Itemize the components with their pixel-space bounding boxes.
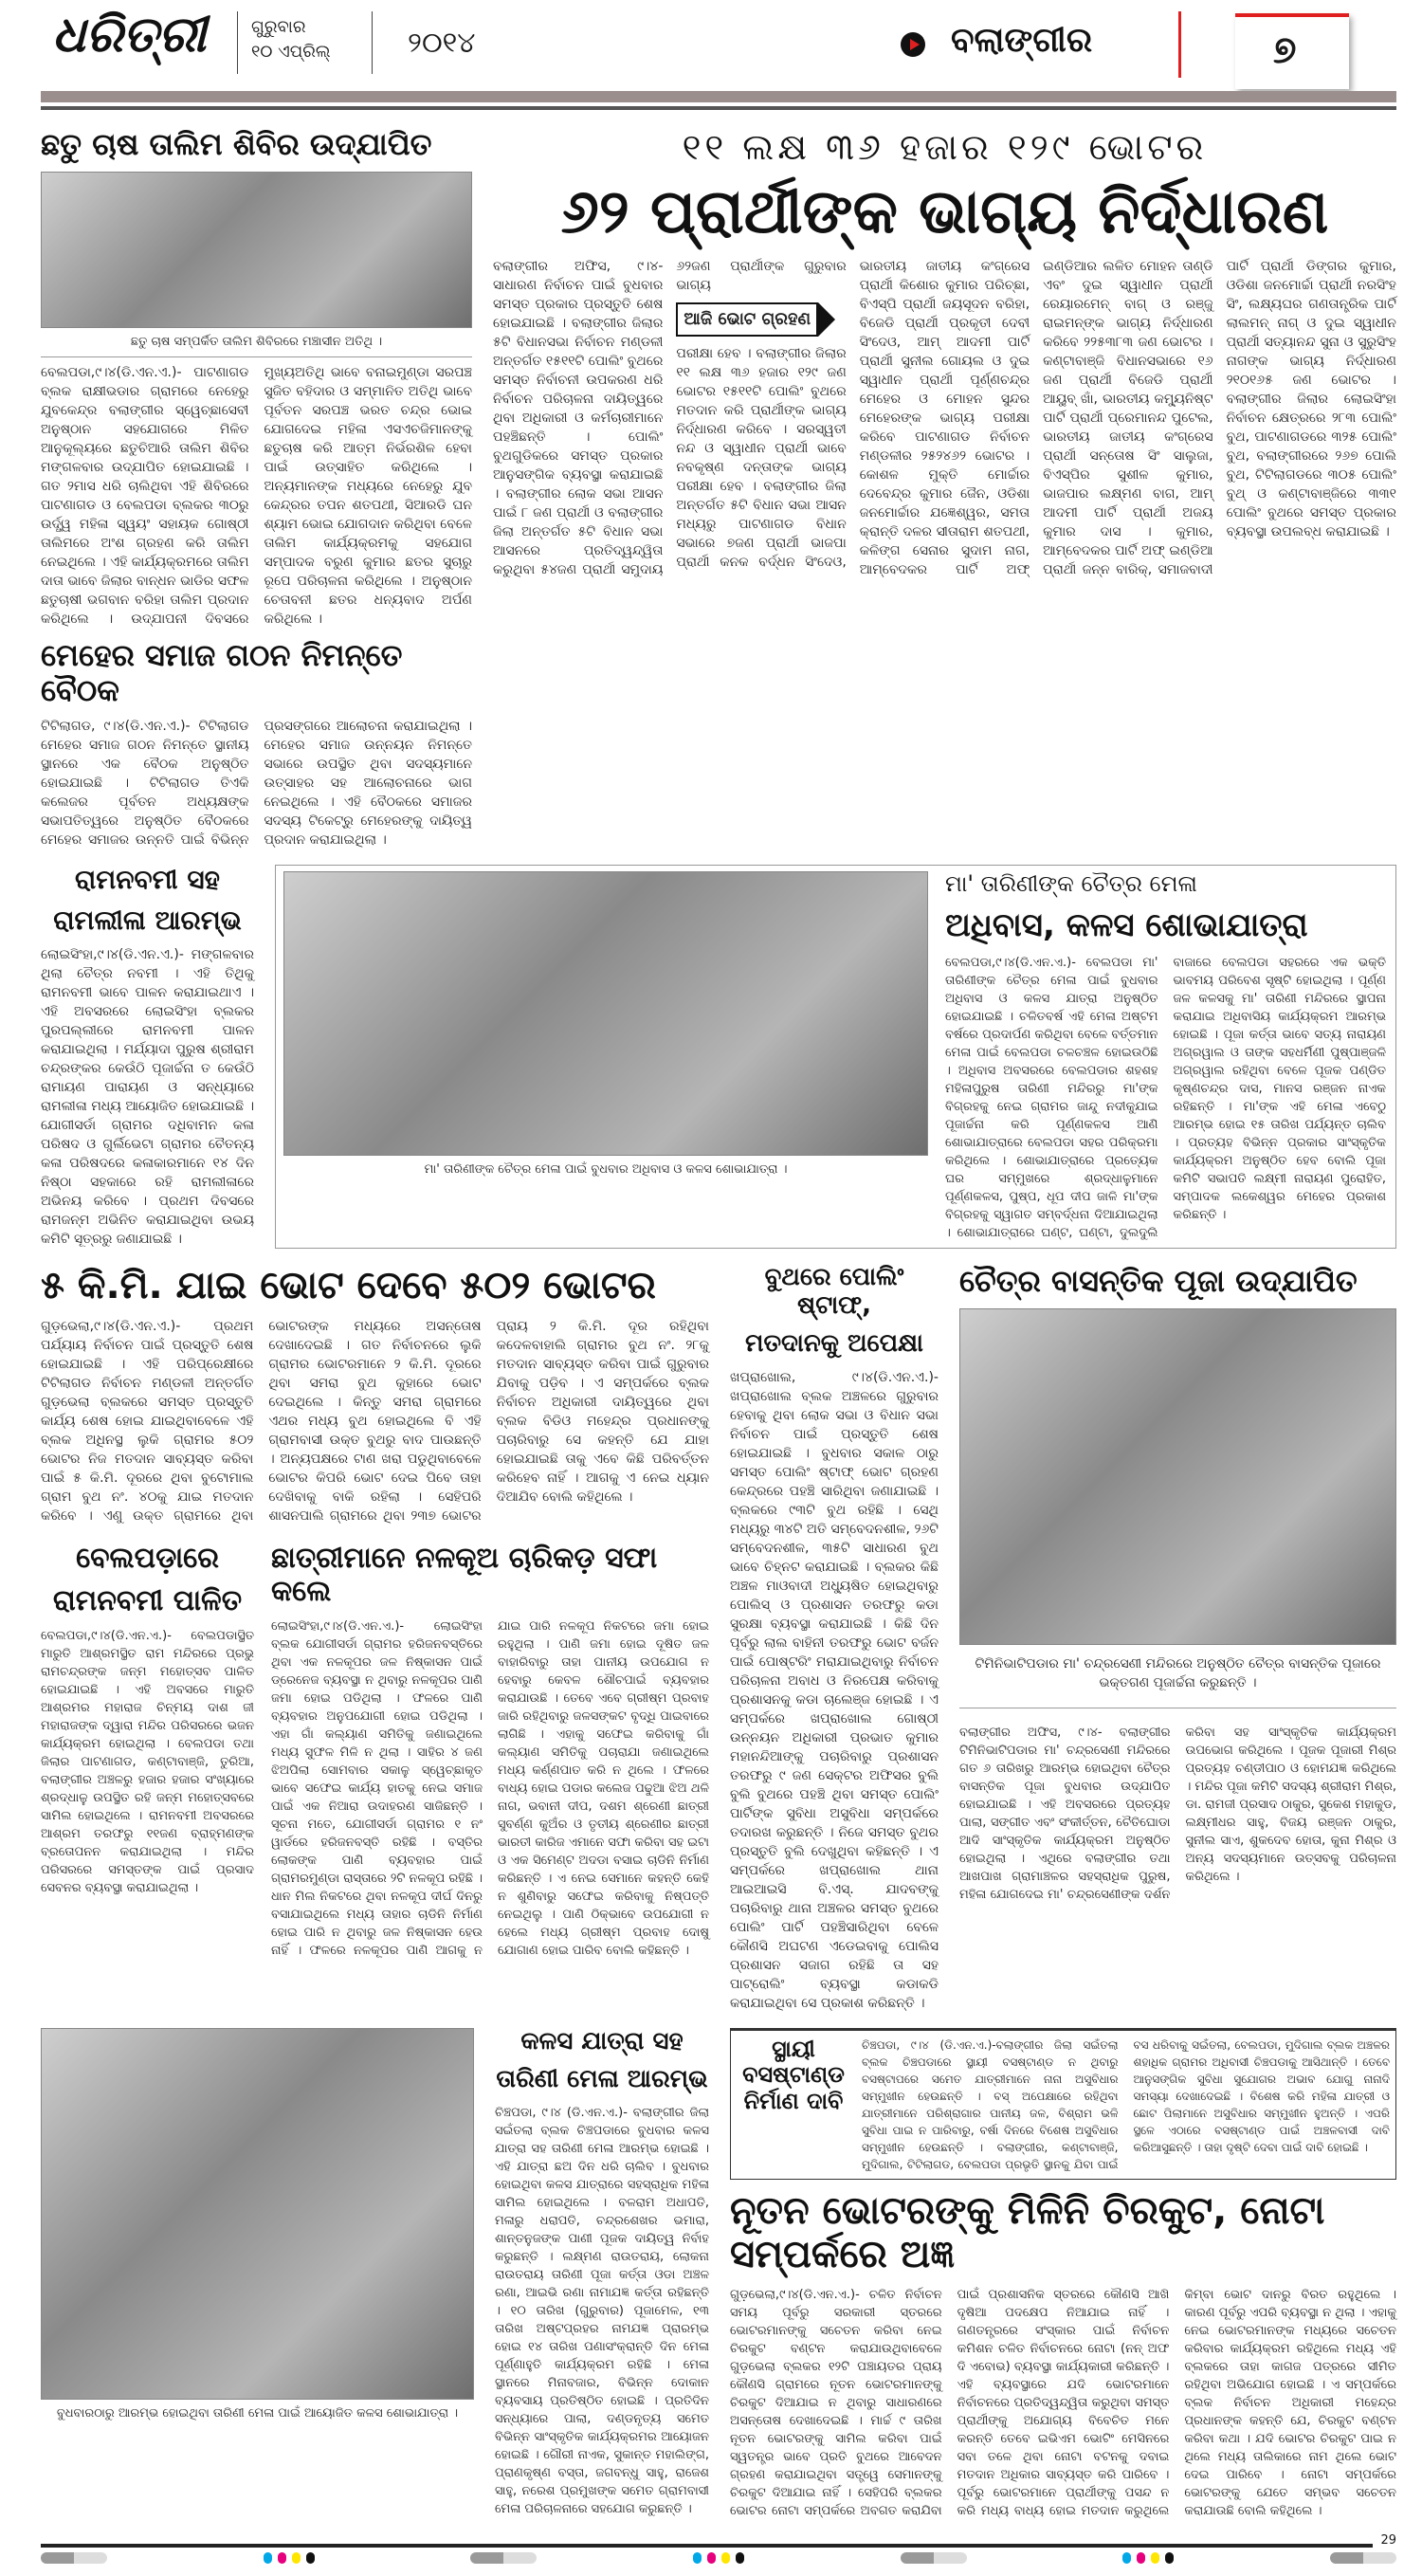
masthead-rule [41, 106, 1396, 110]
headline-5km: ୫ କି.ମି. ଯାଇ ଭୋଟ ଦେବେ ୫୦୨ ଭୋଟର [41, 1264, 656, 1308]
registration-marks [41, 2551, 1396, 2565]
headline-chaitra: ଚୈତ୍ର ବାସନ୍ତିକ ପୂଜା ଉଦ୍‌ଯାପିତ [959, 1263, 1358, 1300]
headline-busstand-1: ସ୍ଥାୟୀ [772, 2035, 815, 2062]
gray-swatch [1330, 2552, 1396, 2564]
headline-busstand-3: ନିର୍ମାଣ ଦାବି [743, 2087, 844, 2114]
cmyk-dots [1122, 2552, 1174, 2564]
caption-kalasa: ବୁଧବାରଠାରୁ ଆରମ୍ଭ ହୋଇଥିବା ତାରିଣୀ ମେଳା ପାଇଁ ଆୟୋଜିତ କଳସ ଶୋଭାଯାତ୍ରା । [56, 2405, 459, 2421]
headline-chhatu: ଛତୁ ଚାଷ ତାଲିମ ଶିବିର ଉଦ୍‌ଯାପିତ [41, 126, 432, 162]
date-divider [372, 11, 373, 74]
edition-name: ବଲାଙ୍ଗୀର [951, 21, 1093, 60]
callout-text: ଆଜି ଭୋଟ ଗ୍ରହଣ [676, 302, 818, 337]
body-tarini: ବେଲପଡା,୯।୪(ଡି.ଏନ.ଏ.)- ବେଲପଡା ମା' ତାରିଣୀଙ୍କ ଚୈତ୍ର ମେଳା ପାଇଁ ବୁଧବାର ଅଧିବାସ ଓ କଳସ ଯାତ୍ରା ଅନୁଷ୍ଠିତ ହୋଇଯାଇଛି । ଚଳିତବର୍ଷ ଏହି ମେଳା ଅଷ୍ଟମ ବର୍ଷରେ ପ୍ରଦାର୍ପଣ କରିଥିବା ବେଳେ ବର୍ତ୍ତମାନ ମେଳା ପାଇଁ ବେଲପଡା ଚଳଚଞ୍ଚଳ ହୋଇଉଠିଛି । ଅଧିବାସ ଅବସରରେ ବେଲପଡାର ଶହଶହ ମହିଳାପୁରୁଷ ତାରିଣୀ ମନ୍ଦିରରୁ ମା'ଙ୍କ ବିଗ୍ରହକୁ ନେଇ ଗ୍ରାମର ଜାନ୍ଦୁ ନଦୀକୁଯାଇ ପୂଜାର୍ଚ୍ଚନା କରି ପୂର୍ଣ୍ଣକଳସ ଆଣି ଶୋଭାଯାତ୍ରାରେ ବେଲପଡା ସହର ପରିକ୍ରମା କରିଥିଲେ । ଶୋଭାଯାତ୍ରାରେ ପ୍ରତ୍ୟେକ ଘର ସମ୍ମୁଖରେ ଶ୍ରଦ୍ଧାଳୁମାନେ ପୂର୍ଣ୍ଣକଳସ, ପୁଷ୍ପ, ଧୂପ ଦୀପ ଜାଳି ମା'ଙ୍କ ବିଗ୍ରହକୁ ସ୍ୱାଗତ ସମ୍ବର୍ଦ୍ଧନା ଦିଆଯାଇଥିଲା । ଶୋଭାଯାତ୍ରାରେ ଘଣ୍ଟ, ଘଣ୍ଟା, ଦୁଲଦୁଲି ବାଜାରେ ବେଲପଡା ସହରରେ ଏକ ଭକ୍ତି ଭାବମୟ ପରିବେଶ ସୃଷ୍ଟି ହୋଇଥିଲା । ପୂର୍ଣ୍ଣ ଜଳ କଳସକୁ ମା' ତାରିଣୀ ମନ୍ଦିରରେ ସ୍ଥାପନା କରାଯାଇ ଅଧିବାସିୟ କାର୍ଯ୍ୟକ୍ରମ ଆରମ୍ଭ ହୋଇଛି । ପୂଜା କର୍ତ୍ତା ଭାବେ ସତ୍ୟ ନାରାୟଣ ଅଗ୍ରୱାଲ ଓ ତାଙ୍କ ସହଧର୍ମିଣୀ ପୁଷ୍ପାଞ୍ଜଳି ଅଗ୍ରୱାଲ ରହିଥିବା ବେଳେ ପୂଜକ ପଣ୍ଡିତ କୃଷ୍ଣଚନ୍ଦ୍ର ଦାସ, ମାନସ ରଞ୍ଜନ ନାଏକ ରହିଛନ୍ତି । ମା'ଙ୍କ ଏହି ମେଳା ଏବେଠୁ ଆରମ୍ଭ ହୋଇ ୧୫ ତାରିଖ ପର୍ଯ୍ୟନ୍ତ ଚାଲିବ । ପ୍ରତ୍ୟହ ବିଭିନ୍ନ ପ୍ରକାର ସାଂସ୍କୃତିକ କାର୍ଯ୍ୟକ୍ରମ ଅନୁଷ୍ଠିତ ହେବ ବୋଲି ପୂଜା କମିଟି ସଭାପତି ଲକ୍ଷ୍ମୀ ନାରାୟଣ ପୁରୋହିତ, ସମ୍ପାଦକ ଲକେଶ୍ୱର ମେହେର ପ୍ରକାଶ କରିଛନ୍ତି । [945, 956, 1386, 1241]
masthead-bar [41, 91, 1396, 102]
headline-belpada-2: ରାମନବମୀ ପାଳିତ [52, 1583, 243, 1617]
headline-kalasa-2: ତାରିଣୀ ମେଳା ଆରମ୍ଭ [496, 2064, 708, 2093]
headline-ramlila-2: ରାମଲୀଳା ଆରମ୍ଭ [53, 904, 242, 936]
headline-booth-2: ମତଦାନକୁ ଅପେକ୍ଷା [745, 1328, 923, 1358]
photo-chaitra-puja [959, 1308, 1396, 1645]
body-chaitra: ବଲାଙ୍ଗୀର ଅଫିସ, ୯।୪- ବଲାଙ୍ଗୀର ଟିମିନିଭାଟିପଡାର ମା' ଚନ୍ଦ୍ରସେଣୀ ମନ୍ଦିରରେ ଗତ ୬ ତାରିଖରୁ ଆରମ୍ଭ ହୋଇଥିବା ଚୈତ୍ର ବାସନ୍ତିକ ପୂଜା ବୁଧବାର ଉଦ୍‌ଯାପିତ ହୋଇଯାଇଛି । ଏହି ଅବସରରେ ପ୍ରତ୍ୟହ ପାଲା, ସଙ୍ଗୀତ ଏବଂ ସଂକୀର୍ତ୍ତନ, ଚୈତିଘୋଡା ଆଦି ସାଂସ୍କୃତିକ କାର୍ଯ୍ୟକ୍ରମ ଅନୁଷ୍ଠିତ ହୋଇଥିଲା । ଏଥିରେ ବଲାଙ୍ଗୀର ତଥା ଆଖପାଖ ଗ୍ରାମାଞ୍ଚଳର ସହସ୍ରାଧିକ ପୁରୁଷ, ମହିଳା ଯୋଗଦେଇ ମା' ଚନ୍ଦ୍ରସେଣୀଙ୍କ ଦର୍ଶନ କରିବା ସହ ସାଂସ୍କୃତିକ କାର୍ଯ୍ୟକ୍ରମ ଉପଭୋଗ କରିଥିଲେ । ପୂଜକ ପୂଜାରୀ ମିଶ୍ର ପ୍ରତ୍ୟହ ଚଣ୍ଡୀପାଠ ଓ ହୋମଯଜ୍ଞ କରିଥିଲେ । ମନ୍ଦିର ପୂଜା କମିଟି ସଦସ୍ୟ ଶ୍ରୀରାମ ମିଶ୍ର, ଡା. ରାମଜୀ ପ୍ରସାଦ ଠାକୁର, ସୁକେଶ ମହାକୁଡ, ଲକ୍ଷ୍ମୀଧର ସାହୁ, ବିଜୟ ରଞ୍ଜନ ଠାକୁର, ସୁନୀଲ ସାଏ, ଶୁକଦେବ ହୋତା, କୁନା ମିଶ୍ର ଓ ଅନ୍ୟ ସଦସ୍ୟମାନେ ଉତ୍ସବକୁ ପରିଚାଳନା କରିଥିଲେ । [959, 1725, 1396, 1902]
tarini-box [275, 865, 1396, 1249]
body-main: ପରୀକ୍ଷା ହେବ । ବଲାଙ୍ଗୀର ଜିଲାର ୧୧ ଲକ୍ଷ ୩୬ ହଜାର ୧୨୯ ଜଣ ଭୋଟର ୧୫୧୧ଟି ପୋଲିଂ ବୁଥରେ ମତଦାନ କରି ପ୍ରାର୍ଥୀଙ୍କ ଭାଗ୍ୟ ନିର୍ଦ୍ଧାରଣ କରିବେ । ସରସ୍ୱତୀ ନନ୍ଦ ଓ ସ୍ୱାଧୀନ ପ୍ରାର୍ଥୀ ଭାବେ ନବକୃଷ୍ଣ ଦନ୍ତାଙ୍କ ଭାଗ୍ୟ ପରୀକ୍ଷା ହେବ । ବଲାଙ୍ଗୀର ଜିଲା ଅନ୍ତର୍ଗତ ୫ଟି ବିଧାନ ସଭା ଆସନ ମଧ୍ୟରୁ ପାଟଣାଗଡ ବିଧାନ ସଭାରେ ୭ଜଣ ପ୍ରାର୍ଥୀ ଭାଜପା ପ୍ରାର୍ଥୀ କନକ ବର୍ଦ୍ଧନ ସିଂଦେଓ, ଭାରତୀୟ ଜାତୀୟ କଂଗ୍ରେସ ପ୍ରାର୍ଥୀ କିଶୋର କୁମାର ପରିଚ୍ଛା, ବିଏସ୍‌ପି ପ୍ରାର୍ଥୀ ଜୟସୂଦନ ବରିହା, ବିଜେଡି ପ୍ରାର୍ଥୀ ପ୍ରକୃତୀ ଦେବୀ ସିଂଦେଓ, ଆମ୍ ଆଦମୀ ପାର୍ଟି ପ୍ରାର୍ଥୀ ସୁନୀଲ ଗୋୟଲ ଓ ଦୁଇ ସ୍ୱାଧୀନ ପ୍ରାର୍ଥୀ ପୂର୍ଣ୍ଣଚନ୍ଦ୍ର ମେହେର ଓ ମୋହନ ସୁନ୍ଦର ମେହେରଙ୍କ ଭାଗ୍ୟ ପରୀକ୍ଷା କରିବେ ପାଟଣାଗଡ ନିର୍ବାଚନ ମଣ୍ଡଳୀର ୨୫୨୪୬୨ ଭୋଟର । କୋଶଳ ମୁକ୍ତି ମୋର୍ଚ୍ଚାର ଦେବେନ୍ଦ୍ର କୁମାର ଜୈନ, ଓଡିଶା ଜନମୋର୍ଚ୍ଚାର ଯଜ୍ଞେଶ୍ୱର, ସମତା କ୍ରାନ୍ତି ଦଳର ସୀତାରାମ ଶତପଥୀ, କଳିଙ୍ଗ ସେନାର ସୁଦାମ ନାଗ, ଆମ୍ବେଦକର ପାର୍ଟି ଅଫ୍ ଇଣ୍ଡିଆର ଲଳିତ ମୋହନ ତାଣ୍ଡି ଏବଂ ଦୁଇ ସ୍ୱାଧୀନ ପ୍ରାର୍ଥୀ ରେୟାରମେନ୍ ବାଗ୍ ଓ ରଞ୍ଜୁ ରାଇମନ୍‌ଙ୍କ ଭାଗ୍ୟ ନିର୍ଦ୍ଧାରଣ କରିବେ ୨୨୫୩୮୩ ଜଣ ଭୋଟର । କଣ୍ଟାବାଞ୍ଜି ବିଧାନସଭାରେ ୧୬ ଜଣ ପ୍ରାର୍ଥୀ ବିଜେଡି ପ୍ରାର୍ଥୀ ଆୟୁବ୍ ଖାଁ, ଭାରତୀୟ କମ୍ୟୁନିଷ୍ଟ ପାର୍ଟି ପ୍ରାର୍ଥୀ ପ୍ରେମାନନ୍ଦ ପୁଟେଲ, ଭାରତୀୟ ଜାତୀୟ କଂଗ୍ରେସ ପ୍ରାର୍ଥୀ ସନ୍ତୋଷ ସିଂ ସାଲୁଜା, ବିଏସ୍‌ପିର ସୁଶୀଳ କୁମାର, ଭାଜପାର ଲକ୍ଷ୍ମଣ ବାଗ, ଆମ୍ ଆଦମୀ ପାର୍ଟି ପ୍ରାର୍ଥୀ ଅଜୟ କୁମାର ଦାସ । କୁମାର, ଆମ୍ବେଦକର ପାର୍ଟି ଅଫ୍ ଇଣ୍ଡିଆ ପ୍ରାର୍ଥୀ ଜନ୍ନ ବାରିକ୍, ସମାଜବାଦୀ ପାର୍ଟି ପ୍ରାର୍ଥୀ ଡିଙ୍ଗର କୁମାର, ଓଡିଶା ଜନମୋର୍ଚ୍ଚା ପ୍ରାର୍ଥୀ ନରସିଂହ ସିଂ, ଲକ୍ଷ୍ୟଘର ଗଣତାନ୍ତ୍ରିକ ପାର୍ଟି ଲାଲମନ୍ ନାଗ୍ ଓ ଦୁଇ ସ୍ୱାଧୀନ ପ୍ରାର୍ଥୀ ସତ୍ୟାନନ୍ଦ ସୁନା ଓ ସୁରୁସିଂହ ନାଗଙ୍କ ଭାଗ୍ୟ ନିର୍ଦ୍ଧାରଣ ୨୧୦୧୬୫ ଜଣ ଭୋଟର । ବଲାଙ୍ଗୀର ଜିଲାର ଲୋଇସିଂହା ନିର୍ବାଚନ କ୍ଷେତ୍ରରେ ୨୮୩ ପୋଲିଂ ବୁଥ, ପାଟଣାଗଡରେ ୩୨୫ ପୋଲିଂ ବୁଥ, ବଲାଙ୍ଗୀରରେ ୨୬୭ ପୋଲି ବୁଥ, ଟିଟିଲାଗଡରେ ୩୦୫ ପୋଲିଂ ବୁଥ୍ ଓ କଣ୍ଟାବାଞ୍ଜିରେ ୩୩୧ ପୋଲିଂ ବୁଥରେ ସମସ୍ତ ପ୍ରକାର ବ୍ୟବସ୍ଥା ଉପଲବ୍ଧ କରାଯାଇଛି । [676, 259, 1396, 578]
kicker-main: ୧୧ ଲକ୍ଷ ୩୬ ହଜାର ୧୨୯ ଭୋଟର [682, 126, 1208, 168]
red-divider [1178, 11, 1181, 78]
logo-divider [237, 11, 238, 74]
date: ୧୦ ଏପ୍ରିଲ୍ [251, 42, 331, 62]
weekday: ଗୁରୁବାର [251, 17, 306, 37]
headline-tarini: ଅଧିବାସ, କଳସ ଶୋଭାଯାତ୍ରା [945, 905, 1308, 944]
kicker-tarini: ମା' ତାରିଣୀଙ୍କ ଚୈତ୍ର ମେଳା [945, 870, 1197, 898]
headline-busstand-2: ବସଷ୍ଟାଣ୍ଡ [742, 2061, 845, 2089]
body-ramlila: ଲୋଇସିଂହା,୯।୪(ଡି.ଏନ.ଏ.)- ମଙ୍ଗଳବାର ଥିଲା ଚୈତ୍ର ନବମୀ । ଏହି ତିଥିକୁ ରାମନବମୀ ଭାବେ ପାଳନ କରାଯାଇଥାଏ । ଏହି ଅବସରରେ ଲୋଇସିଂହା ବ୍ଲକର ପୁରପଲ୍ଲୀରେ ରାମନବମୀ ପାଳନ କରାଯାଇଥିଲା । ମର୍ଯ୍ୟାଦା ପୁରୁଷ ଶ୍ରୀରାମ ଚନ୍ଦ୍ରଙ୍କର କେଉଁଠି ପୂଜାର୍ଚ୍ଚନା ତ କେଉଁଠି ରାମାୟଣ ପାରାୟଣ ଓ ସନ୍ଧ୍ୟାରେ ରାମଲୀଳା ମଧ୍ୟ ଆୟୋଜିତ ହୋଇଯାଇଛି । ଯୋଗୀସର୍ଡା ଗ୍ରାମର ଦଧିବାମନ କଳା ପରିଷଦ ଓ ଗୁର୍ଲିଭେଟା ଗ୍ରାମର ଚୈତନ୍ୟ କଳା ପରିଷଦରେ କଳାକାରମାନେ ୧୪ ଦିନ ନିଷ୍ଠା ସହକାରେ ରହି ରାମଲୀଳାରେ ଅଭିନୟ କରିବେ । ପ୍ରଥମ ଦିବସରେ ରାମଜନ୍ମ ଅଭିନିତ କରାଯାଇଥିବା ଉଭୟ କମିଟି ସୂତ୍ରରୁ ଜଣାଯାଇଛି । [41, 946, 254, 1247]
busstand-box [730, 2028, 1396, 2180]
body-nota: ଗୁଡ଼ଭେଲା,୯।୪(ଡି.ଏନ.ଏ.)- ଚଳିତ ନିର୍ବାଚନ ସମୟ ପୂର୍ବରୁ ସରକାରୀ ସ୍ତରରେ ଭୋଟରମାନଙ୍କୁ ସଚେତନ କରିବା ନେଇ ଚିରକୁଟ ବଣ୍ଟନ କରାଯାଉଥିବାବେଳେ ଗୁଡ଼ଭେଲା ବ୍ଲକର ୧୨ଟି ପଞ୍ଚାୟତର ପ୍ରାୟ କୌଣସି ଗ୍ରାମରେ ନୂତନ ଭୋଟରମାନଙ୍କୁ ଚିରକୁଟ ଦିଆଯାଇ ନ ଥିବାରୁ ସାଧାରଣରେ ଅସନ୍ତୋଷ ଦେଖାଦେଇଛି । ମାର୍ଚ୍ଚ ୯ ତାରିଖ ନୂତନ ଭୋଟରଙ୍କୁ ସାମିଲ କରିବା ପାଇଁ ସ୍ୱତନ୍ତ୍ର ଭାବେ ପ୍ରତି ବୁଥରେ ଆବେଦନ ଗ୍ରହଣ କରାଯାଇଥିବା ସତ୍ତ୍ୱେ ସେମାନଙ୍କୁ ଚିରକୁଟ ଦିଆଯାଇ ନାହିଁ । ସେହିପରି ବ୍ଲକର ଭୋଟର ନୋଟା ସମ୍ପର୍କରେ ଅବଗତ କରାଯିବା ପାଇଁ ପ୍ରଶାସନିକ ସ୍ତରରେ କୌଣସି ଆଖି ଦୃଷିଆ ପଦକ୍ଷେପ ନିଆଯାଇ ନାହିଁ । ଗଣତନ୍ତ୍ରରେ ସଂସ୍କାର ପାଇଁ ନିର୍ବାଚନ କମିଶନ ଚଳିତ ନିର୍ବାଚନରେ ନୋଟା (ନନ୍ ଅଫ ଦି ଏବୋଭ) ବ୍ୟବସ୍ଥା କାର୍ଯ୍ୟକାରୀ କରିଛନ୍ତି । ଏହି ବ୍ୟବସ୍ଥାରେ ଯଦି ଭୋଟରମାନେ ନିର୍ବାଚନରେ ପ୍ରତିଦ୍ୱନ୍ଦ୍ୱିତା କରୁଥିବା ସମସ୍ତ ପ୍ରାର୍ଥୀଙ୍କୁ ଅଯୋଗ୍ୟ ବିବେଚିତ ମନେ କରନ୍ତି ତେବେ ଇଭିଏମ ଭୋଟିଂ ମେସିନରେ ସବା ତଳେ ଥିବା ନୋଟା ବଟନକୁ ଦବାଇ ମତଦାନ ଅଧିକାର ସାବ୍ୟସ୍ତ କରି ପାରିବେ । ପୂର୍ବରୁ ଭୋଟରମାନେ ପ୍ରାର୍ଥୀଙ୍କୁ ପସନ୍ଦ ନ କରି ମଧ୍ୟ ବାଧ୍ୟ ହୋଇ ମତଦାନ କରୁଥିଲେ କିମ୍ବା ଭୋଟ ଦାନରୁ ବିରତ ରହୁଥିଲେ । କାରଣ ପୂର୍ବରୁ ଏପରି ବ୍ୟବସ୍ଥା ନ ଥିଲା । ଏହାକୁ ନେଇ ଭୋଟରମାନଙ୍କ ମଧ୍ୟରେ ସଚେତନ କରିବାର କାର୍ଯ୍ୟକ୍ରମ ରହିଥିଲେ ମଧ୍ୟ ଏହି ବ୍ଲକରେ ତାହା କାଗଜ ପତ୍ରରେ ସୀମିତ ରହିଥିବା ଅଭିଯୋଗ ହୋଇଛି । ଏ ସମ୍ପର୍କରେ ବ୍ଲକ ନିର୍ବାଚନ ଅଧିକାରୀ ମହେନ୍ଦ୍ର ପ୍ରଧାନଙ୍କ କହନ୍ତି ଯେ, ଚିରକୁଟ ବଣ୍ଟନ କରିବା କଥା । ଯଦି ଭୋଟର ଚିରକୁଟ ପାଇ ନ ଥିଲେ ମଧ୍ୟ ତାଲିକାରେ ନାମ ଥିଲେ ଭୋଟ ଦେଇ ପାରିବେ । ନୋଟା ସମ୍ପର୍କରେ ଭୋଟରଙ୍କୁ ଯେତେ ସମ୍ଭବ ସଚେତନ କରାଯାଉଛି ବୋଲି କହିଥିଲେ । [730, 2287, 1396, 2518]
caption-chaitra: ଟିମିନିଭାଟିପଡାର ମା' ଚନ୍ଦ୍ରସେଣୀ ମନ୍ଦିରରେ ଅନୁଷ୍ଠିତ ଚୈତ୍ର ବାସନ୍ତିକ ପୂଜାରେ ଭକ୍ତଗଣ ପୂଜାର୍ଚ୍ଚନା କରୁଛନ୍ତି । [975, 1655, 1381, 1690]
play-bullet-icon [901, 32, 925, 57]
body-kalasa: ଚିଞ୍ଚପଡା, ୯।୪ (ଡି.ଏନ.ଏ.)- ବଲାଙ୍ଗୀର ଜିଲା ସଇଁତଲା ବ୍ଲକ ଚିଞ୍ଚପଡାରେ ବୁଧବାର କଳସ ଯାତ୍ରା ସହ ତାରିଣୀ ମେଳା ଆରମ୍ଭ ହୋଇଛି । ଏହି ଯାତ୍ରା ଛଅ ଦିନ ଧରି ଚାଲିବ । ବୁଧବାର ହୋଇଥିବା କଳସ ଯାତ୍ରାରେ ସହସ୍ରାଧିକ ମହିଳା ସାମିଲ ହୋଇଥିଲେ । ବଳରାମ ଅଧାପତି, ମଳାରୁ ଧରାପତି, ଚନ୍ଦ୍ରଶେଖର ଭମାରା, ଶାନ୍ତନୁଜଙ୍କ ପାଣୀ ପୂଜକ ଦାୟିତ୍ୱ ନିର୍ବାହ କରୁଛନ୍ତି । ଲକ୍ଷ୍ମଣ ରାଉତରାୟ, ଲୋକନା ରାଉତରାୟ ତାରିଣୀ ପୂଜା କର୍ତ୍ତା ଓଡା ଅଞ୍ଚଳ ରଣା, ଆଇଭି ରଣା ନାମାଯଜ୍ଞ କର୍ତ୍ତା ରହିଛନ୍ତି । ୧୦ ତାରିଖ (ଗୁରୁବାର) ପୂଜାମେଳ, ୧୩ ତାରିଖ ଅଷ୍ଟପ୍ରହର ନାମଯଜ୍ଞ ପ୍ରାରମ୍ଭ ହୋଇ ୧୪ ତାରିଖ ପଣାସଂକ୍ରାନ୍ତି ଦିନ ମେଳା ପୂର୍ଣ୍ଣାହୁତି କାର୍ଯ୍ୟକ୍ରମ ରହିଛି । ମେଳା ସ୍ଥାନରେ ମିନାବଜାର, ବିଭିନ୍ନ ଦୋକାନ ବ୍ୟବସାୟ ପ୍ରତିଷ୍ଠିତ ହୋଇଛି । ପ୍ରତିଦିନ ସନ୍ଧ୍ୟାରେ ପାଲା, ଦଣ୍ଡନୃତ୍ୟ ସମେତ ବିଭିନ୍ନ ସାଂସ୍କୃତିକ କାର୍ଯ୍ୟକ୍ରମର ଆୟୋଜନ ହୋଇଛି । ଗୌରୀ ନାଏକ, ସୁକାନ୍ତ ମହାଲିଙ୍ଗ, ପ୍ରାଣକୃଷ୍ଣ ବସ୍ତା, ଜଗବନ୍ଧୁ ସାହୁ, ରାଜେଶ ସାହୁ, ନରେଶ ପ୍ରମୁଖଙ୍କ ସମେତ ଗ୍ରାମବାସୀ ମେଳା ପରିଚାଳନାରେ ସହଯୋଗ କରୁଛନ୍ତି । [495, 2105, 709, 2516]
callout-vote-today [676, 302, 846, 337]
headline-kalasa-1: କଳସ ଯାତ୍ରା ସହ [520, 2026, 684, 2055]
masthead [41, 0, 1396, 112]
footer-page-number: 29 [1380, 2532, 1396, 2548]
headline-nota: ନୂତନ ଭୋଟରଙ୍କୁ ମିଳିନି ଚିରକୁଟ, ନୋଟା ସମ୍ପର୍କରେ ଅଜ୍ଞ [730, 2188, 1325, 2276]
gray-swatch [470, 2552, 537, 2564]
headline-meher: ମେହେର ସମାଜ ଗଠନ ନିମନ୍ତେ ବୈଠକ [41, 636, 403, 708]
photo-chhatu-training [41, 172, 472, 328]
page-number: ୭ [1273, 28, 1297, 72]
body-main-col1: ବଲାଙ୍ଗୀର ଅଫିସ, ୯।୪- ସାଧାରଣ ନିର୍ବାଚନ ପାଇଁ ବୁଧବାର ସମସ୍ତ ପ୍ରକାର ପ୍ରସ୍ତୁତି ଶେଷ ହୋଇଯାଇଛି । ବଲାଙ୍ଗୀର ଜିଲାର ୫ଟି ବିଧାନସଭା ନିର୍ବାଚନ ମଣ୍ଡଳୀ ଅନ୍ତର୍ଗତ ୧୫୧୧ଟି ପୋଲିଂ ବୁଥରେ ସମସ୍ତ ନିର୍ବାଚନୀ ଉପକରଣ ଧରି ନିର୍ବାଚନ ପରିଚାଳନା ଦାୟିତ୍ୱରେ ଥିବା ଅଧିକାରୀ ଓ କର୍ମଚାରୀମାନେ ପହଞ୍ଚିଛନ୍ତି । ପୋଲିଂ ବୁଥଗୁଡିକରେ ସମସ୍ତ ପ୍ରକାର ଆନୁସଙ୍ଗିକ ବ୍ୟବସ୍ଥା କରାଯାଇଛି । ବଲାଙ୍ଗୀର ଲୋକ ସଭା ଆସନ ପାଇଁ ୮ ଜଣ ପ୍ରାର୍ଥୀ ଓ ବଲାଙ୍ଗୀର ଜିଲା ଅନ୍ତର୍ଗତ ୫ଟି ବିଧାନ ସଭା ଆସନରେ ପ୍ରତିଦ୍ୱନ୍ଦ୍ୱିତା କରୁଥିବା ୫୪ଜଣ ପ୍ରାର୍ଥୀ ସମୁଦାୟ ୬୨ଜଣ ପ୍ରାର୍ଥୀଙ୍କ ଗୁରୁବାର ଭାଗ୍ୟ [493, 259, 847, 578]
body-meher: ଟିଟିଲାଗଡ, ୯।୪(ଡି.ଏନ.ଏ.)- ଟିଟିଲାଗଡ ମେହେର ସମାଜ ଗଠନ ନିମନ୍ତେ ସ୍ଥାନୀୟ ସ୍ଥାନରେ ଏକ ବୈଠକ ଅନୁଷ୍ଠିତ ହୋଇଯାଇଛି । ଟିଟିଲାଗଡ ତିଏକି କଲେଜର ପୂର୍ବତନ ଅଧ୍ୟକ୍ଷଙ୍କ ସଭାପତିତ୍ୱରେ ଅନୁଷ୍ଠିତ ବୈଠକରେ ମେହେର ସମାଜର ଉନ୍ନତି ପାଇଁ ବିଭିନ୍ନ ପ୍ରସଙ୍ଗରେ ଆଲୋଚନା କରାଯାଇଥିଲା । ମେହେର ସମାଜ ଉନ୍ନୟନ ନିମନ୍ତେ ସଭାରେ ଉପସ୍ଥିତ ଥିବା ସଦସ୍ୟମାନେ ଉତ୍ସାହର ସହ ଆଲୋଚନାରେ ଭାଗ ନେଇଥିଲେ । ଏହି ବୈଠକରେ ସମାଜର ସଦସ୍ୟ ଟିକେଟ୍ରୁ ମେହେରଙ୍କୁ ଦାୟିତ୍ୱ ପ୍ରଦାନ କରାଯାଇଥିଲା । [41, 719, 472, 849]
photo-kalasa-yatra [41, 2028, 474, 2400]
headline-booth-1: ବୁଥରେ ପୋଲିଂ ଷ୍ଟାଫ୍, [764, 1263, 904, 1320]
body-busstand: ଚିଞ୍ଚପଡା, ୯।୪ (ଡି.ଏନ.ଏ.)-ବଲାଙ୍ଗୀର ଜିଲା ସଇଁତଲା ବ୍ଲକ ଚିଞ୍ଚପଡାରେ ସ୍ଥାୟୀ ବସଷ୍ଟାଣ୍ଡ ନ ଥିବାରୁ ବସଷ୍ଟାପରେ ସମେତ ଯାତ୍ରୀମାନେ ନାନା ଅସୁବିଧାର ସମ୍ମୁଖୀନ ହେଉଛନ୍ତି । ବସ୍ ଅପେକ୍ଷାରେ ରହିଥିବା ଯାତ୍ରୀମାନେ ପରିଶ୍ରାଗାର ପାନୀୟ ଜଳ, ବିଶ୍ରାମ ଭଳି ସୁବିଧା ପାଇ ନ ପାରିବାରୁ, ବର୍ଷା ଦିନରେ ବିଶେଷ ଅସୁବିଧାର ସମ୍ମୁଖୀନ ହେଉଛନ୍ତି । ବଲାଙ୍ଗୀର, କଣ୍ଟାବାଞ୍ଜି, ମୁଦିଗାଲ, ଟିଟିଲାଗଡ, ବେଲପଡା ପ୍ରଭୃତି ସ୍ଥାନକୁ ଯିବା ପାଇଁ ବସ ଧରିବାକୁ ସଇଁତଲା, ବେଲପଡା, ମୁଦିଗାଲ ବ୍ଲକ ଅଞ୍ଚଳର ଶହାଧିକ ଗ୍ରାମର ଅଧିବାସୀ ଚିଞ୍ଚପଡାକୁ ଆସିଥାନ୍ତି । ତେବେ ଆନୁସଙ୍ଗିକ ସୁବିଧା ସୁଯୋଗର ଅଭାବ ଯୋଗୁ ନାନାଦି ସମସ୍ୟା ଦେଖାଦେଇଛି । ବିଶେଷ କରି ମହିଳା ଯାତ୍ରୀ ଓ ଛୋଟ ପିଲାମାନେ ଅସୁବିଧାର ସମ୍ମୁଖୀନ ହୁଅନ୍ତି । ଏପରି ସ୍ଥଳେ ଏଠାରେ ବସଷ୍ଟାଣ୍ଡ ପାଇଁ ଅଞ୍ଚଳବାସୀ ଦାବି କରିଆସୁଛନ୍ତି । ତାହା ଦୃଷ୍ଟି ଦେବା ପାଇଁ ଦାବି ହୋଇଛି । [862, 2037, 1390, 2171]
body-chhatu: ବେଲପଡା,୯।୪(ଡି.ଏନ.ଏ.)- ପାଟଣାଗଡ ବ୍ଲକ ରାକ୍ଷୀଭଡାର ଗ୍ରାମରେ ନେହେରୁ ଯୁବକେନ୍ଦ୍ର ବଲାଙ୍ଗୀର ସ୍ୱେଚ୍ଛାସେବୀ ଅନୁଷ୍ଠାନ ସହଯୋଗରେ ମିଳିତ ଆନୁକୂଲ୍ୟରେ ଛତୁଚିଆରି ତାଲିମ ଶିବିର ମଙ୍ଗଳବାର ଉଦ୍‌ଯାପିତ ହୋଇଯାଇଛି । ଗତ ୨ମାସ ଧରି ଚାଲିଥିବା ଏହି ଶିବିରରେ ପାଟଣାଗଡ ଓ ବେଲପଡା ବ୍ଲକର ୩୦ରୁ ଉର୍ଦ୍ଧ୍ୱ ମହିଳା ସ୍ୱୟଂ ସହାୟକ ଗୋଷ୍ଠୀ ତାଲିମରେ ଅଂଶ ଗ୍ରହଣ କରି ତାଲିମ ନେଇଥିଲେ । ଏହି କାର୍ଯ୍ୟକ୍ରମରେ ତାଲିମ ଦାତା ଭାବେ ଜିଲାର ବାନ୍ଧନ ଭାଡିର ସଫଳ ଛତୁଚାଷୀ ଭଗବାନ ବରିହା ତାଲିମ ପ୍ରଦାନ କରିଥିଲେ । ଉଦ୍‌ଯାପନୀ ଦିବସରେ ମୁଖ୍ୟଅତିଥି ଭାବେ ବନାଇମୁଣ୍ଡା ସରପଞ୍ଚ ସୁଜିତ ବହିଦାର ଓ ସମ୍ମାନିତ ଅତିଥି ଭାବେ ପୂର୍ବତନ ସରପଞ୍ଚ ଭରତ ଚନ୍ଦ୍ର ଭୋଇ ଯୋଗଦେଇ ମହିଳା ଏସଏଚଜିମାନଙ୍କୁ ଛତୁଚାଷ କରି ଆତ୍ମ ନିର୍ଭରଶିଳ ହେବା ପାଇଁ ଉତ୍ସାହିତ କରିଥିଲେ । ଅନ୍ୟମାନଙ୍କ ମଧ୍ୟରେ ନେହେରୁ ଯୁବ କେନ୍ଦ୍ରର ତପନ ଶତପଥୀ, ସିଆରଡି ଘନ ଶ୍ୟାମ ଭୋଇ ଯୋଗଦାନ କରିଥିବା ବେଳେ ତାଲିମ କାର୍ଯ୍ୟକ୍ରମକୁ ସହଯୋଗ ସମ୍ପାଦକ ବରୁଣ କୁମାର ଛତର ସୁଚାରୁ ରୂପେ ପରିଚାଳନା କରିଥିଲେ । ଅନୁଷ୍ଠାନ ଚେତାବନୀ ଛତର ଧନ୍ୟବାଦ ଅର୍ପଣ କରିଥିଲେ । [41, 364, 472, 627]
gray-swatch [901, 2552, 967, 2564]
caption-chhatu: ଛତୁ ଚାଷ ସମ୍ପର୍କିତ ତାଲିମ ଶିବିରରେ ମଞ୍ଚାସୀନ ଅତିଥି । [130, 334, 383, 349]
body-main-columns [493, 257, 1396, 579]
body-booth: ଖପ୍ରାଖୋଲ, ୯।୪(ଡି.ଏନ.ଏ.)- ଖପ୍ରାଖୋଲ ବ୍ଲକ ଅଞ୍ଚଳରେ ଗୁରୁବାର ହେବାକୁ ଥିବା ଲୋକ ସଭା ଓ ବିଧାନ ସଭା ନିର୍ବାଚନ ପାଇଁ ପ୍ରସ୍ତୁତି ଶେଷ ହୋଇଯାଇଛି । ବୁଧବାର ସକାଳ ଠାରୁ ସମସ୍ତ ପୋଲିଂ ଷ୍ଟାଫ୍ ଭୋଟ ଗ୍ରହଣ କେନ୍ଦ୍ରରେ ପହଞ୍ଚି ସାରିଥିବା ଜଣାଯାଇଛି । ବ୍ଲକରେ ୯୩ଟି ବୁଥ ରହିଛି । ସେଥି ମଧ୍ୟରୁ ୩୪ଟି ଅତି ସମ୍ବେଦନଶୀଳ, ୨୬ଟି ସମ୍ବେଦନଶୀଳ, ୩୫ଟି ସାଧାରଣ ବୁଥ ଭାବେ ଚିହ୍ନଟ କରାଯାଇଛି । ବ୍ଲକର କିଛି ଅଞ୍ଚଳ ମାଓବାଦୀ ଅଧ୍ୟୁଷିତ ହୋଇଥିବାରୁ ପୋଲିସ୍ ଓ ପ୍ରଶାସନ ତରଫରୁ କଡା ସୁରକ୍ଷା ବ୍ୟବସ୍ଥା କରାଯାଇଛି । କିଛି ଦିନ ପୂର୍ବରୁ ଲାଲ ବାହିନୀ ତରଫରୁ ଭୋଟ ବର୍ଜନ ପାଇଁ ପୋଷ୍ଟରିଂ ମରାଯାଇଥିବାରୁ ନିର୍ବାଚନ ପରିଚାଳନା ଅବାଧ ଓ ନିରପେକ୍ଷ କରିବାକୁ ପ୍ରଶାସନକୁ କଡା ଚାଲେଞ୍ଜ ହୋଇଛି । ଏ ସମ୍ପର୍କରେ ଖପ୍ରାଖୋଲ ଗୋଷ୍ଠୀ ଉନ୍ନୟନ ଅଧିକାରୀ ପ୍ରଭାତ କୁମାର ମହାନନ୍ଦିଆଙ୍କୁ ପଚାରିବାରୁ ପ୍ରଶାସନ ତରଫରୁ ୯ ଜଣ ସେକ୍ଟର ଅଫିସର ବୁଲି ବୁଲି ବୁଥରେ ପହଞ୍ଚି ଥିବା ସମସ୍ତ ପୋଲିଂ ପାର୍ଟିଙ୍କ ସୁବିଧା ଅସୁବିଧା ସମ୍ପର୍କରେ ତଦାରଖ କରୁଛନ୍ତି । ନିଜେ ସମସ୍ତ ବୁଥର ପ୍ରସ୍ତୁତି ବୁଲି ଦେଖୁଥିବା କହିଛନ୍ତି । ଏ ସମ୍ପର୍କରେ ଖପ୍ରାଖୋଲ ଥାନା ଆଇଆଇସି ବି.ଏସ୍. ଯାଦବଙ୍କୁ ପଚାରିବାରୁ ଥାନା ଅଞ୍ଚଳର ସମସ୍ତ ବୁଥରେ ପୋଲିଂ ପାର୍ଟି ପହଞ୍ଚିସାରିଥିବା ବେଳେ କୌଣସି ଅଘଟଣ ଏଡେଇବାକୁ ପୋଲିସ ପ୍ରଶାସନ ସଜାଗ ରହିଛି ତା ସହ ପାଟ୍ରୋଲିଂ ବ୍ୟବସ୍ଥା କଡାକଡି କରାଯାଇଥିବା ସେ ପ୍ରକାଶ କରିଛନ୍ତି । [730, 1369, 939, 2011]
body-chhatri: ଲୋଇସିଂହା,୯।୪(ଡି.ଏନ.ଏ.)- ଲୋଇସିଂହା ବ୍ଲକ ଯୋଗୀସର୍ଡା ଗ୍ରାମର ହରିଜନବସ୍ତିରେ ଥିବା ଏକ ନଳକୂପର ଜଳ ନିଷ୍କାସନ ପାଇଁ ଡ୍ରେନେଜ ବ୍ୟବସ୍ଥା ନ ଥିବାରୁ ନଳକୂପର ପାଣି ଜମା ହୋଇ ପଡିଥିଲା । ଫଳରେ ପାଣି ବ୍ୟବହାର ଅନୁପଯୋଗୀ ହୋଇ ପଡିଥିଲା । ଏହା ଗାଁ କଲ୍ୟାଣ ସମିତିକୁ ଜଣାଇଥିଲେ ମଧ୍ୟ ସୁଫଳ ମିଳି ନ ଥିଲା । ସାହିର ୪ ଜଣ ଝିଅପିଲା ସୋମବାର ସକାଳୁ ସ୍ୱେଚ୍ଛାକୃତ ଭାବେ ସଫେଇ କାର୍ଯ୍ୟ ହାତକୁ ନେଇ ସମାଜ ପାଇଁ ଏକ ନିଆରା ଉଦାହରଣ ସାଜିଛନ୍ତି । ସୂଚନା ମତେ, ଯୋଗୀସର୍ଡା ଗ୍ରାମର ୧ ନଂ ୱାର୍ଡରେ ହରିଜନବସ୍ତି ରହିଛି । ବସ୍ତିର ଲୋକଙ୍କ ପାଣି ବ୍ୟବହାର ପାଇଁ ଗ୍ରାମରମୁଣ୍ଡା ରାସ୍ତାରେ ୨ଟି ନଳକୂପ ରହିଛି । ଧାନ ମିଲ ନିକଟରେ ଥିବା ନଳକୂପ ଦୀର୍ଘ ଦିନରୁ ବସାଯାଇଥିଲେ ମଧ୍ୟ ତାହାର ଚାଡିନି ନିର୍ମାଣ ହୋଇ ପାରି ନ ଥିବାରୁ ଜଳ ନିଷ୍କାସନ ହେଉ ନାହିଁ । ଫଳରେ ନଳକୂପର ପାଣି ଆଗକୁ ନ ଯାଇ ପାରି ନଳକୂପ ନିକଟରେ ଜମା ହୋଇ ରହୁଥିଲା । ପାଣି ଜମା ହୋଇ ଦୂଷିତ ଜଳ ବାହାରିବାରୁ ତାହା ପାନୀୟ ଉପଯୋଗ ନ ହେବାରୁ କେବଳ ଶୌଚପାଇଁ ବ୍ୟବହାର କରାଯାଉଛି । ତେବେ ଏବେ ଗ୍ରୀଷ୍ମ ପ୍ରବାହ ଜାରି ରହିଥିବାରୁ ଜଳସଙ୍କଟ ବୃଦ୍ଧି ପାଇବାରେ ଲାଗିଛି । ଏହାକୁ ସଫେଇ କରିବାକୁ ଗାଁ କଲ୍ୟାଣ ସମିତିକୁ ପଚାରାଯା ଜଣାଇଥିଲେ ମଧ୍ୟ କର୍ଣ୍ଣପାତ କରି ନ ଥିଲେ । ଫଳରେ ବାଧ୍ୟ ହୋଇ ପଡାର କଲେଜ ପଢୁଆ ଝିଅ ଥଳି ନାଗ, ଭବାନୀ ଦୀପ, ଦଶମ ଶ୍ରେଣୀ ଛାତ୍ରୀ ସୁବର୍ଣ୍ଣ କୁଅଁର ଓ ତୃତୀୟ ଶ୍ରେଣୀର ଛାତ୍ରୀ ଭାରତୀ କାରିଜ ଏମାନେ ସଫା କରିବା ସହ ଇଟା ଓ ଏକ ସିମେଣ୍ଟ ଅଦଡା ବସାଇ ଚାଡିନି ନିର୍ମାଣ କରିଛନ୍ତି । ଏ ନେଇ ସେମାନେ କହନ୍ତି କେହି ନ ଶୁଣିବାରୁ ସଫେଇ କରିବାକୁ ନିଷ୍ପତ୍ତି ନେଇଥିଲୁ । ପାଣି ଠିକ୍‌ଭାବେ ଉପଯୋଗୀ ନ ହେଲେ ମଧ୍ୟ ଗ୍ରୀଷ୍ମ ପ୍ରବାହ ଦୋଷୁ ଯୋଗାଣ ହୋଇ ପାରିବ ବୋଲି କହିଛନ୍ତି । [271, 1619, 709, 1959]
cmyk-dots [264, 2552, 315, 2564]
page-number-tab [1235, 13, 1349, 89]
gray-swatch [41, 2552, 107, 2564]
photo-tarini-procession [283, 871, 928, 1156]
headline-belpada-1: ବେଲପଡ଼ାରେ [76, 1542, 219, 1576]
body-belpada: ବେଲପଡା,୯।୪(ଡି.ଏନ.ଏ.)- ବେଲପଡାସ୍ଥିତ ମାରୁତି ଆଶ୍ରମସ୍ଥିତ ରାମ ମନ୍ଦିରରେ ପ୍ରଭୁ ରାମଚନ୍ଦ୍ରଙ୍କ ଜନ୍ମ ମହୋତ୍ସବ ପାଳିତ ହୋଇଯାଇଛି । ଏହି ଅବସରେ ମାରୁତି ଆଶ୍ରମର ମହାରାଜ ଚିନ୍ମୟ ଦାଶ ଜୀ ମହାରାଜଙ୍କ ଦ୍ୱାରା ମନ୍ଦିର ପରିସରରେ ଭଜନ କାର୍ଯ୍ୟକ୍ରମ ହୋଇଥିଲା । ବେଲପଡା ତଥା ଜିଲାର ପାଟଣାଗଡ, କଣ୍ଟାବାଞ୍ଜି, ତୁରିଆ, ବଲାଙ୍ଗୀର ଅଞ୍ଚଳରୁ ହଜାର ହଜାର ସଂଖ୍ୟାରେ ଶ୍ରଦ୍ଧାଳୁ ଉପସ୍ଥିତ ରହି ଜନ୍ମ ମହୋତ୍ସବରେ ସାମିଲ ହୋଇଥିଲେ । ରାମନବମୀ ଅବସରରେ ଆଶ୍ରମ ତରଫରୁ ୧୧ଜଣ ବ୍ରାହ୍ମଣଙ୍କ ବ୍ରତୋପନନ କରାଯାଇଥିଲା । ମନ୍ଦିର ପରିସରରେ ସମସ୍ତଙ୍କ ପାଇଁ ପ୍ରସାଦ ସେବନର ବ୍ୟବସ୍ଥା କରାଯାଇଥିଲା । [41, 1629, 254, 1896]
year: ୨୦୧୪ [408, 27, 476, 60]
arrow-icon [818, 302, 835, 337]
headline-chhatri: ଛାତ୍ରୀମାନେ ନଳକୂଅ ଚାରିକଡ଼ ସଫା କଲେ [271, 1542, 658, 1608]
divider [41, 356, 472, 357]
newspaper-logo: ଧରିତ୍ରୀ [52, 7, 207, 64]
headline-main: ୬୨ ପ୍ରାର୍ଥୀଙ୍କ ଭାଗ୍ୟ ନିର୍ଦ୍ଧାରଣ [560, 176, 1329, 247]
body-5km: ଗୁଡ଼ଭେଲା,୯।୪(ଡି.ଏନ.ଏ.)- ପ୍ରଥମ ପର୍ଯ୍ୟାୟ ନିର୍ବାଚନ ପାଇଁ ପ୍ରସ୍ତୁତି ଶେଷ ହୋଇଯାଇଛି । ଏହି ପରିପ୍ରେକ୍ଷୀରେ ଟିଟିଲାଗଡ ନିର୍ବାଚନ ମଣ୍ଡଳୀ ଅନ୍ତର୍ଗତ ଗୁଡ଼ଭେଲା ବ୍ଲକରେ ସମସ୍ତ ପ୍ରସ୍ତୁତି କାର୍ଯ୍ୟ ଶେଷ ହୋଇ ଯାଇଥିବାବେଳେ ଏହି ବ୍ଲକ ଅଧିନସ୍ଥ ଲୁକି ଗ୍ରାମର ୫୦୨ ଭୋଟର ନିଜ ମତଦାନ ସାବ୍ୟସ୍ତ କରିବା ପାଇଁ ୫ କି.ମି. ଦୂରରେ ଥିବା ବୁଟୋମାଲ ଗ୍ରାମ ବୁଥ ନଂ. ୪୦କୁ ଯାଇ ମତଦାନ କରିବେ । ଏଣୁ ଉକ୍ତ ଗ୍ରାମରେ ଥିବା ଭୋଟରଙ୍କ ମଧ୍ୟରେ ଅସନ୍ତୋଷ ଦେଖାଦେଇଛି । ଗତ ନିର୍ବାଚନରେ ଲୁକି ଗ୍ରାମର ଭୋଟରମାନେ ୨ କି.ମି. ଦୂରରେ ଥିବା ସମରା ବୁଥ କୁହାରେ ଭୋଟ ଦେଇଥିଲେ । କିନ୍ତୁ ସମରା ଗ୍ରାମରେ ଏଥର ମଧ୍ୟ ବୁଥ ହୋଇଥିଲେ ବି ଏହି ଗ୍ରାମବାସୀ ଉକ୍ତ ବୁଥରୁ ବାଦ ପାଉଛନ୍ତି । ଅନ୍ୟପକ୍ଷରେ ଟାଣ ଖରା ପଡୁଥିବାବେଳେ ଭୋଟର କିପରି ଭୋଟ ଦେଇ ପିବେ ତାହା ଦେଖିବାକୁ ବାକି ରହିଲା । ସେହିପରି ଶାସନପାଲି ଗ୍ରାମରେ ଥିବା ୨୩୭ ଭୋଟର ପ୍ରାୟ ୨ କି.ମି. ଦୂର ରହିଥିବା କଦେଳବାହାଲି ଗ୍ରାମର ବୁଥ ନଂ. ୨୮କୁ ମତଦାନ ସାବ୍ୟସ୍ତ କରିବା ପାଇଁ ଗୁରୁବାର ଯିବାକୁ ପଡ଼ିବ । ଏ ସମ୍ପର୍କରେ ବ୍ଲକ ନିର୍ବାଚନ ଅଧିକାରୀ ଦାୟିତ୍ୱରେ ଥିବା ବ୍ଲକ ବିଡିଓ ମହେନ୍ଦ୍ର ପ୍ରଧାନଙ୍କୁ ପଚାରିବାରୁ ସେ କହନ୍ତି ଯେ ଯାହା ହୋଇଯାଇଛି ତାକୁ ଏବେ କିଛି ପରିବର୍ତ୍ତନ କରିହେବ ନାହିଁ । ଆଗକୁ ଏ ନେଇ ଧ୍ୟାନ ଦିଆଯିବ ବୋଲି କହିଥିଲେ । [41, 1319, 709, 1525]
cmyk-dots [693, 2552, 744, 2564]
caption-tarini: ମା' ତାରିଣୀଙ୍କ ଚୈତ୍ର ମେଳା ପାଇଁ ବୁଧବାର ଅଧିବାସ ଓ କଳସ ଶୋଭାଯାତ୍ରା । [424, 1162, 788, 1178]
footer-rule [41, 2544, 1373, 2548]
headline-ramlila-1: ରାମନବମୀ ସହ [75, 864, 220, 896]
date-block [251, 15, 365, 64]
